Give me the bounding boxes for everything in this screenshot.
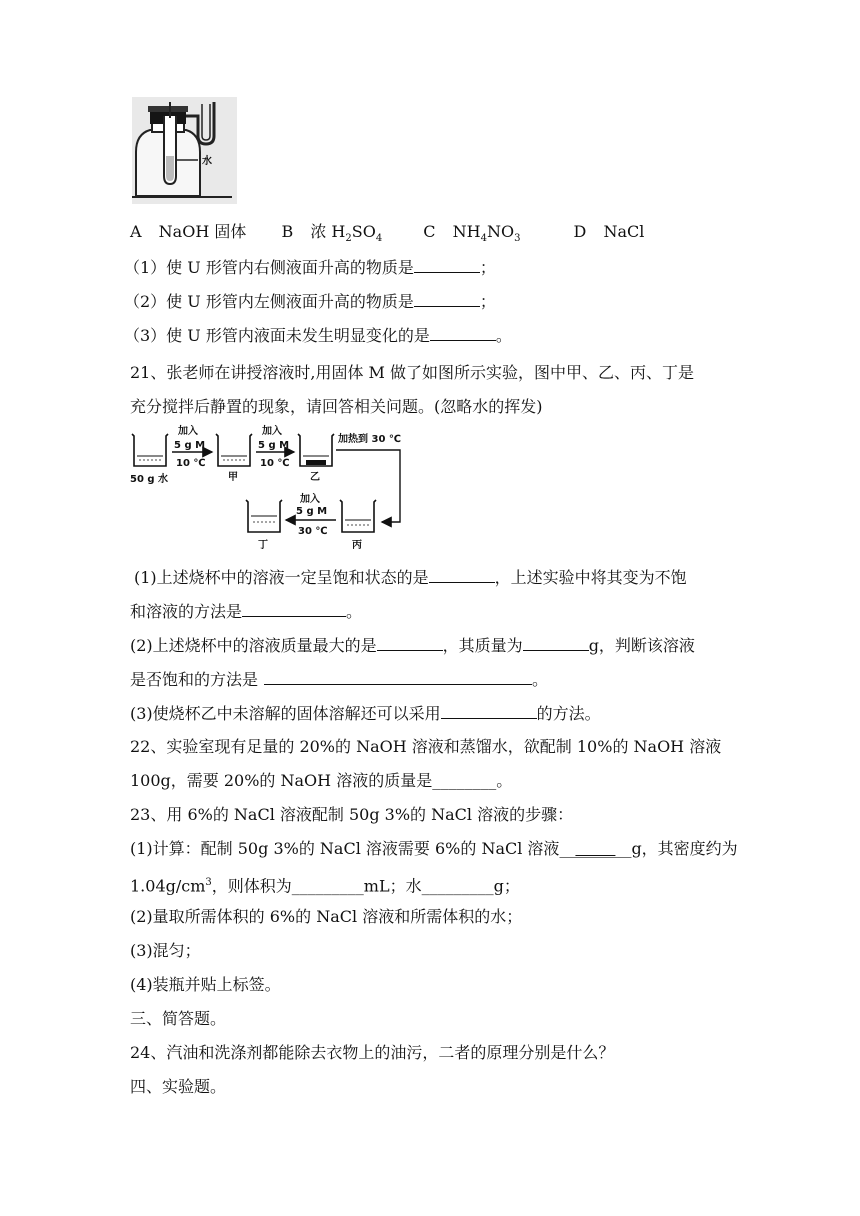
mass-label-1: 5 g M — [174, 440, 206, 451]
add-label-2: 加入 — [262, 426, 282, 437]
section-3-heading: 三、简答题。 — [130, 1009, 227, 1028]
option-c-text: $NH_4NO_3$ — [452, 222, 521, 245]
q21-part2-line2: 是否饱和的方法是 。 — [130, 670, 549, 689]
q21-stem-line1: 21、张老师在讲授溶液时,用固体 M 做了如图所示实验，图中甲、乙、丙、丁是 — [130, 363, 695, 382]
answer-blank[interactable] — [242, 600, 346, 617]
q23-step4: (4)装瓶并贴上标签。 — [130, 975, 281, 994]
answer-blank[interactable]: _____ — [575, 839, 616, 858]
answer-blank[interactable] — [429, 566, 495, 583]
option-a-letter: A — [130, 222, 142, 241]
q20-part3: （3）使 U 形管内液面未发生明显变化的是 。 — [124, 326, 512, 345]
start-water-label: 50 g 水 — [130, 474, 169, 485]
q24-text: 24、汽油和洗涤剂都能除去衣物上的油污，二者的原理分别是什么？ — [130, 1043, 615, 1062]
u-tube-apparatus-figure — [128, 96, 238, 206]
q21-part3: (3)使烧杯乙中未溶解的固体溶解还可以采用 的方法。 — [130, 704, 601, 723]
answer-blank[interactable]: ________ — [432, 771, 497, 790]
option-d-text: NaCl — [603, 222, 645, 241]
answer-blank[interactable] — [523, 634, 589, 651]
label-yi: 乙 — [310, 472, 320, 483]
answer-blank[interactable]: _____ — [307, 876, 348, 896]
answer-blank[interactable] — [264, 668, 532, 685]
section-4-heading: 四、实验题。 — [130, 1077, 227, 1096]
q23-step1-line1: (1)计算：配制 50g 3%的 NaCl 溶液需要 6%的 NaCl 溶液_________g，其密度约为 — [130, 839, 738, 858]
temp-label-2: 10 ℃ — [260, 458, 290, 469]
q21-experiment-diagram — [128, 420, 418, 560]
label-jia: 甲 — [228, 472, 238, 483]
answer-blank[interactable]: _____ — [437, 876, 478, 896]
q22-line2: 100g，需要 20%的 NaOH 溶液的质量是________。 — [130, 771, 513, 790]
option-b-text: 浓 $H_2SO_4$ — [310, 222, 383, 245]
q21-part2-line1: (2)上述烧杯中的溶液质量最大的是 ，其质量为 g，判断该溶液 — [130, 636, 695, 655]
add-label-1: 加入 — [178, 426, 198, 437]
answer-blank[interactable] — [414, 256, 480, 273]
temp-label-3: 30 ℃ — [298, 526, 328, 537]
add-label-3: 加入 — [300, 494, 320, 505]
option-b-letter: B — [281, 222, 294, 241]
label-ding: 丁 — [258, 540, 268, 551]
temp-label-1: 10 ℃ — [176, 458, 206, 469]
beaker-jia — [216, 434, 252, 466]
option-a-text: NaOH 固体 — [158, 222, 247, 241]
q21-stem-line2: 充分搅拌后静置的现象，请回答相关问题。(忽略水的挥发) — [130, 397, 543, 416]
q23-step3: (3)混匀； — [130, 941, 201, 960]
q21-part1-line1: (1)上述烧杯中的溶液一定呈饱和状态的是 ，上述实验中将其变为不饱 — [134, 568, 687, 587]
option-c-letter: C — [423, 222, 436, 241]
answer-blank[interactable] — [441, 702, 537, 719]
beaker-ding — [246, 500, 282, 532]
option-d-letter: D — [573, 222, 587, 241]
q23-stem: 23、用 6%的 NaCl 溶液配制 50g 3%的 NaCl 溶液的步骤： — [130, 805, 574, 824]
beaker-bing — [340, 500, 376, 532]
beaker-start — [132, 434, 168, 466]
q23-step2: (2)量取所需体积的 6%的 NaCl 溶液和所需体积的水； — [130, 907, 523, 926]
heat-label: 加热到 30 ℃ — [338, 434, 401, 445]
water-label: 水 — [202, 156, 212, 167]
answer-blank[interactable] — [430, 324, 496, 341]
q23-step1-line2: $1.04g/cm^3$，则体积为_________mL；水_________g； — [130, 876, 520, 896]
label-bing: 丙 — [352, 540, 362, 551]
q20-part2: （2）使 U 形管内左侧液面升高的物质是 ； — [124, 292, 496, 311]
answer-blank[interactable] — [414, 290, 480, 307]
mass-label-2: 5 g M — [258, 440, 290, 451]
q21-part1-line2: 和溶液的方法是 。 — [130, 602, 363, 621]
answer-blank[interactable] — [377, 634, 443, 651]
q20-part1: （1）使 U 形管内右侧液面升高的物质是 ； — [124, 258, 496, 277]
q20-options — [130, 221, 644, 250]
beaker-yi — [298, 434, 334, 466]
q22-line1: 22、实验室现有足量的 20%的 NaOH 溶液和蒸馏水，欲配制 10%的 NaOH 溶液 — [130, 737, 722, 756]
mass-label-3: 5 g M — [296, 506, 328, 517]
